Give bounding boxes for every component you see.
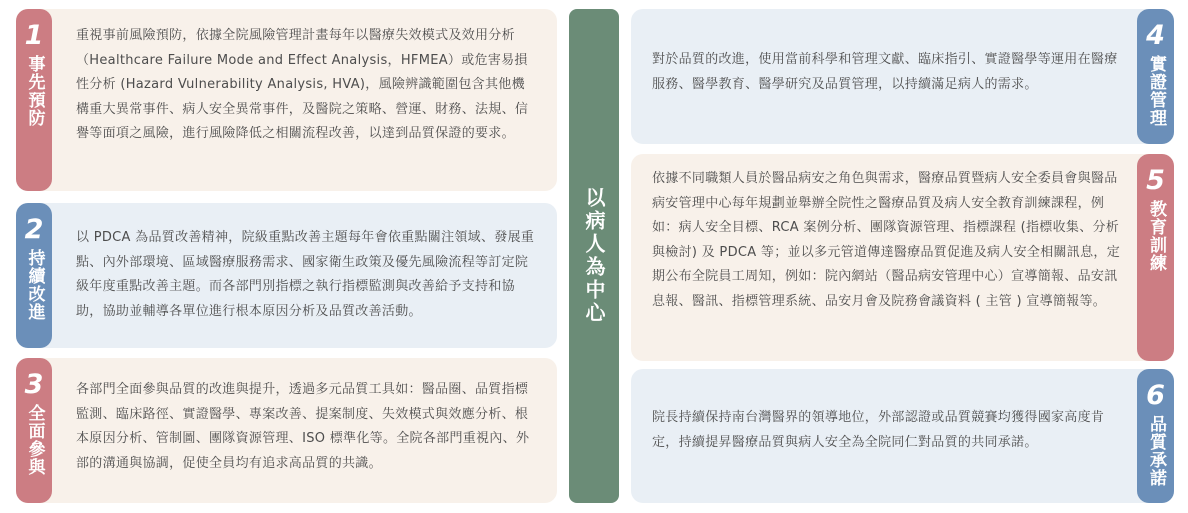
item-5-number: 5 [1146, 165, 1165, 196]
item-2-number: 2 [24, 214, 44, 245]
item-5-title: 教育訓練 [1146, 200, 1166, 272]
item-3-tab [16, 358, 52, 503]
item-1-number: 1 [24, 20, 44, 51]
item-4-number: 4 [1146, 20, 1165, 51]
item-4-text: 對於品質的改進，使用當前科學和管理文獻、臨床指引、實證醫學等運用在醫療服務、醫學教育、醫學研究及品質管理，以持續滿足病人的需求。 [652, 52, 1118, 92]
center-title: 以病人為中心 [582, 187, 606, 325]
item-2-tab [16, 203, 52, 348]
item-5-tab [1137, 154, 1174, 361]
item-6-title: 品質承諾 [1146, 415, 1166, 487]
item-1-title: 事先預防 [24, 55, 45, 127]
item-2-title: 持續改進 [24, 249, 45, 321]
item-1-text: 重視事前風險預防，依據全院風險管理計畫每年以醫療失效模式及效用分析（Healthcare Failure Mode and Effect Analysis，HFMEA）或危害易損性分析 (Hazard Vulnerability Analysis, HVA)，風險辨識範圍包含其他機構重大異常事件、病人安全異常事件，及醫院之策略、營運、財務、法規、信譽等面項之風險，進行風險降低之相關流程改善，以達到品質保證的要求。 [76, 28, 529, 141]
item-4-title: 實證管理 [1146, 55, 1166, 127]
item-6-number: 6 [1146, 380, 1165, 411]
item-6-text: 院長持續保持南台灣醫界的領導地位，外部認證或品質競賽均獲得國家高度肯定，持續提昇醫療品質與病人安全為全院同仁對品質的共同承諾。 [652, 410, 1105, 450]
item-3-title: 全面參與 [24, 404, 45, 476]
center-bar [569, 9, 619, 503]
item-2-text: 以 PDCA 為品質改善精神，院級重點改善主題每年會依重點關注領域、發展重點、內外部環境、區域醫療服務需求、國家衛生政策及優先風險流程等訂定院級年度重點改善主題。而各部門別指標之執行指標監測與改善給予支持和協助，協助並輔導各單位進行根本原因分析及品質改善活動。 [76, 230, 535, 319]
item-1-tab [16, 9, 52, 191]
item-4-tab [1137, 9, 1174, 144]
item-6-tab [1137, 369, 1174, 503]
item-3-number: 3 [24, 369, 44, 400]
item-3-text: 各部門全面參與品質的改進與提升，透過多元品質工具如：醫品圈、品質指標監測、臨床路徑、實證醫學、專案改善、提案制度、失效模式與效應分析、根本原因分析、管制圖、團隊資源管理、ISO 標準化等。全院各部門重視內、外部的溝通與協調，促使全員均有追求高品質的共識。 [76, 382, 530, 471]
item-5-text: 依據不同職類人員於醫品病安之角色與需求，醫療品質暨病人安全委員會與醫品病安管理中心每年規劃並舉辦全院性之醫療品質及病人安全教育訓練課程，例如：病人安全目標、RCA 案例分析、團隊資源管理、指標課程 (指標收集、分析與檢討) 及 PDCA 等；並以多元管道傳達醫療品質促進及病人安全相關訊息，定期公布全院員工周知，例如：院內網站（醫品病安管理中心）宣導簡報、品安訊息報、醫訊、指標管理系統、品安月會及院務會議資料 ( 主管 ) 宣導簡報等。 [652, 171, 1120, 309]
